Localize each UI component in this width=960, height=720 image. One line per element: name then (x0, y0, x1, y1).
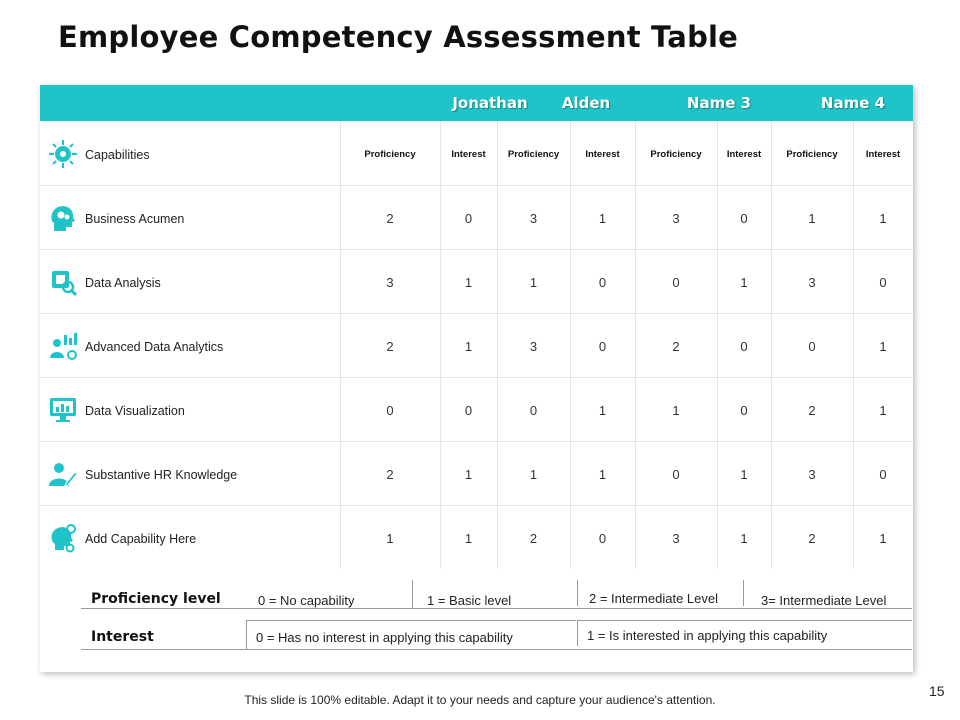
head-gears-icon (48, 203, 78, 233)
score-cell: 0 (808, 339, 816, 354)
score-cell: 2 (808, 403, 816, 418)
capability-label: Add Capability Here (85, 532, 197, 546)
score-cell: 1 (740, 275, 748, 290)
score-cell: 1 (598, 467, 607, 482)
table-row (40, 443, 913, 507)
name-header-1: Jonathan (452, 94, 528, 112)
legend-proficiency-item: 1 = Basic level (427, 593, 512, 608)
score-cell: 1 (386, 531, 394, 546)
score-cell: 1 (598, 211, 607, 226)
subheader-row (40, 123, 913, 187)
score-cell: 0 (672, 467, 680, 482)
subheader-cell: Interest (865, 149, 901, 160)
score-cell: 1 (879, 211, 887, 226)
table-row (40, 379, 913, 443)
name-header-2: Alden (561, 94, 611, 112)
score-cell: 0 (879, 467, 887, 482)
capability-label: Business Acumen (85, 212, 185, 226)
score-cell: 3 (529, 339, 538, 354)
subheader-cell: Interest (451, 149, 486, 160)
capabilities-label: Capabilities (85, 148, 150, 162)
score-cell: 0 (672, 275, 680, 290)
score-cell: 2 (808, 531, 816, 546)
score-cell: 2 (386, 467, 394, 482)
name-header-3: Name 3 (686, 94, 752, 112)
score-cell: 1 (464, 339, 473, 354)
subheader-cell: Interest (726, 149, 762, 160)
capability-label: Substantive HR Knowledge (85, 468, 238, 482)
score-cell: 3 (672, 211, 680, 226)
score-cell: 0 (740, 339, 748, 354)
score-cell: 1 (529, 275, 538, 290)
score-cell: 3 (672, 531, 680, 546)
score-cell: 1 (879, 339, 887, 354)
subheader-cell: Proficiency (786, 149, 838, 160)
subheader-cell: Proficiency (507, 149, 560, 160)
score-cell: 0 (598, 531, 607, 546)
legend-interest-item: 1 = Is interested in applying this capability (587, 628, 828, 643)
legend-proficiency-item: 0 = No capability (258, 593, 355, 608)
name-header-4: Name 4 (820, 94, 886, 112)
head-settings-icon (48, 523, 78, 553)
names-header-band (40, 85, 913, 121)
table-row (40, 251, 913, 315)
legend-interest-title: Interest (91, 629, 154, 645)
gear-head-icon (48, 139, 78, 169)
score-cell: 3 (529, 211, 538, 226)
score-cell: 0 (386, 403, 394, 418)
capability-label: Data Analysis (85, 276, 161, 290)
score-cell: 0 (740, 403, 748, 418)
score-cell: 0 (464, 211, 473, 226)
score-cell: 1 (879, 403, 887, 418)
subheader-cell: Proficiency (364, 149, 416, 160)
score-cell: 2 (529, 531, 538, 546)
score-cell: 1 (464, 467, 473, 482)
score-cell: 0 (879, 275, 887, 290)
score-cell: 1 (740, 531, 748, 546)
score-cell: 1 (464, 531, 473, 546)
assessment-table-card (40, 85, 913, 672)
score-cell: 1 (740, 467, 748, 482)
score-cell: 3 (808, 275, 816, 290)
legend-proficiency-item: 3= Intermediate Level (761, 593, 887, 608)
legend-proficiency-item: 2 = Intermediate Level (589, 591, 718, 606)
score-cell: 2 (386, 339, 394, 354)
score-cell: 2 (672, 339, 680, 354)
table-row (40, 315, 913, 379)
score-cell: 1 (529, 467, 538, 482)
legend-proficiency-title: Proficiency level (91, 591, 221, 607)
score-cell: 2 (386, 211, 394, 226)
score-cell: 1 (464, 275, 473, 290)
capability-label: Advanced Data Analytics (85, 340, 224, 354)
score-cell: 3 (386, 275, 394, 290)
page-title: Employee Competency Assessment Table (58, 20, 739, 54)
chip-magnifier-icon (48, 267, 78, 297)
legend-interest-item: 0 = Has no interest in applying this capability (256, 630, 513, 645)
score-cell: 1 (672, 403, 680, 418)
score-cell: 3 (808, 467, 816, 482)
monitor-chart-icon (48, 395, 78, 425)
subheader-cell: Interest (585, 149, 620, 160)
table-row (40, 507, 913, 571)
score-cell: 1 (598, 403, 607, 418)
score-cell: 0 (740, 211, 748, 226)
score-cell: 0 (529, 403, 538, 418)
analytics-person-icon (48, 331, 78, 361)
score-cell: 1 (808, 211, 816, 226)
person-pencil-icon (48, 459, 78, 489)
subheader-cell: Proficiency (650, 149, 702, 160)
table-row (40, 187, 913, 251)
score-cell: 0 (598, 339, 607, 354)
page-number: 15 (929, 683, 945, 699)
footer-note: This slide is 100% editable. Adapt it to your needs and capture your audience's attention. (244, 693, 716, 707)
score-cell: 0 (598, 275, 607, 290)
score-cell: 1 (879, 531, 887, 546)
score-cell: 0 (464, 403, 473, 418)
capability-label: Data Visualization (85, 404, 185, 418)
